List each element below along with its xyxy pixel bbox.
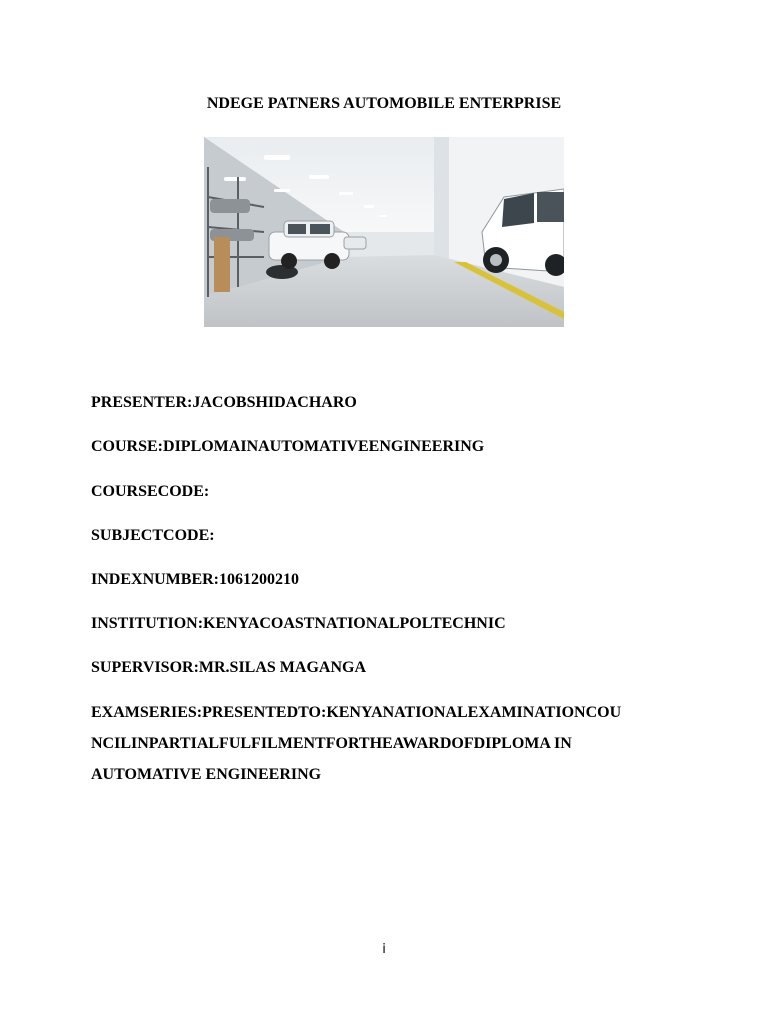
exam-series-field	[91, 697, 691, 790]
institution-field: INSTITUTION:KENYACOASTNATIONALPOLTECHNIC	[91, 615, 506, 632]
course-field: COURSE:DIPLOMAINAUTOMATIVEENGINEERING	[91, 438, 485, 455]
page-number: i	[382, 942, 386, 957]
exam-series-line: NCILINPARTIALFULFILMENTFORTHEAWARDOFDIPLOMA IN	[91, 735, 572, 752]
exam-series-line: EXAMSERIES:PRESENTEDTO:KENYANATIONALEXAMINATIONCOU	[91, 704, 622, 721]
workshop-photo	[204, 137, 564, 327]
course-code-field: COURSECODE:	[91, 483, 210, 500]
presenter-field: PRESENTER:JACOBSHIDACHARO	[91, 394, 357, 411]
index-number-field: INDEXNUMBER:1061200210	[91, 571, 299, 588]
subject-code-field: SUBJECTCODE:	[91, 527, 215, 544]
exam-series-line: AUTOMATIVE ENGINEERING	[91, 766, 322, 783]
document-title: NDEGE PATNERS AUTOMOBILE ENTERPRISE	[206, 95, 562, 112]
supervisor-field: SUPERVISOR:MR.SILAS MAGANGA	[91, 659, 367, 676]
